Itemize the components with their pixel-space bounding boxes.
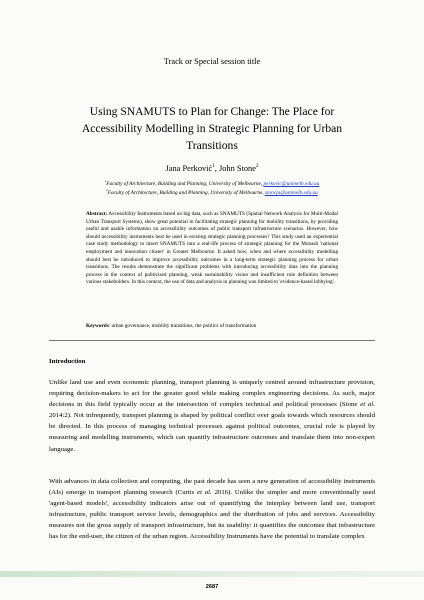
track-title: Track or Special session title bbox=[163, 57, 261, 66]
abstract-text: Accessibility Instruments based on big data, such as SNAMUTS (Spatial Network Analysis for Multi-Modal Urban Transport Systems), show great potential in facilitating strategic planning for mobility transitions, by providing useful and usable information on accessibility outcomes of public transport infrastructure scenarios. However, how should accessibility instruments best be used in existing strategic planning processes? This study used an experiential case study methodology to insert SNAMUTS into a real-life process of strategic planning for the Monash 'national employment and innovation cluster' in Greater Melbourne. It asked how, when and where accessibility modelling should best be introduced to improve accessibility outcomes in a long-term strategic planning process for urban transitions. The results demonstrate the significant problems with introducing accessibility data into the planning process in the context of politicised planning, weak sustainability vision and insufficient role definition between various stakeholders. In this context, the use of data and analysis in planning was limited to 'evidence-based lobbying'. bbox=[86, 211, 338, 286]
email-link[interactable]: perkovic@unimelb.edu.au bbox=[263, 181, 320, 187]
affiliation-line bbox=[0, 181, 424, 187]
citation-etal: et al. bbox=[197, 489, 212, 497]
citation-etal: et al. bbox=[360, 401, 375, 409]
body-paragraph bbox=[49, 377, 375, 455]
affiliation-text: Faculty of Architecture, Building and Planning, University of Melbourne, bbox=[106, 181, 264, 187]
affiliation-line bbox=[0, 190, 424, 196]
paper-title: Using SNAMUTS to Plan for Change: The Place for Accessibility Modelling in Strategic Planning for Urban Transitions bbox=[81, 105, 343, 152]
paragraph-text: 2016). Unlike the simpler and more conventionally used 'agent-based models', accessibility indicators arise out of quantifying the interplay between land use, transport infrastructure, public transport service levels, demographics and the distribution of jobs and services. Accessibility measures not the gross supply of transport infrastructure, but its usability: it quantifies the outcomes that infrastructure has for the end-user, the citizen of the urban region. Accessibility Instruments have the potential to translate complex bbox=[49, 489, 375, 541]
paragraph-text: 2014:2). Not infrequently, transport planning is shaped by political conflict over goals towards which resources should be directed. In this process of managing technical processes against political outcomes, crucial role is played by measuring and modelling instruments, which can quantify infrastructure outcomes and translate them into non-expert language. bbox=[49, 412, 375, 453]
author-separator: , bbox=[214, 164, 219, 173]
author-name: John Stone bbox=[218, 164, 256, 173]
author-superscript: 1 bbox=[212, 164, 215, 170]
section-divider bbox=[49, 340, 375, 341]
keywords-label: Keywords bbox=[86, 323, 109, 329]
email-link[interactable]: stoncja@unimelb.edu.au bbox=[264, 190, 318, 196]
keywords bbox=[86, 323, 338, 330]
paragraph-text: Unlike land use and even economic planning, transport planning is uniquely centred around infrastructure provision, requiring decision-makers to act for the greater good while making complex engineering decisions. As such, major decisions in this field typically occur at the intersection of complex technical and political processes (Stone bbox=[49, 379, 375, 409]
paragraph-text: With advances in data collection and computing, the past decade has seen a new generation of accessibility instruments (AIs) emerge in transport planning research (Curtis bbox=[49, 478, 375, 497]
footer-band bbox=[0, 571, 424, 577]
author-line bbox=[0, 164, 424, 173]
keywords-text: : urban governance, mobility transitions, the politics of transformation bbox=[108, 323, 257, 329]
affiliation-superscript: 1 bbox=[104, 179, 107, 184]
affiliation-superscript: 2 bbox=[106, 188, 108, 193]
abstract bbox=[86, 211, 338, 287]
author-name: Jana Perković bbox=[165, 164, 213, 173]
body-paragraph bbox=[49, 476, 375, 543]
page-number: 2687 bbox=[205, 584, 219, 590]
section-heading: Introduction bbox=[49, 358, 86, 365]
affiliation-text: Faculty of Architecture, Building and Planning, University of Melbourne, bbox=[107, 190, 265, 196]
abstract-label: Abstract: bbox=[86, 211, 108, 217]
author-superscript: 2 bbox=[255, 164, 259, 170]
